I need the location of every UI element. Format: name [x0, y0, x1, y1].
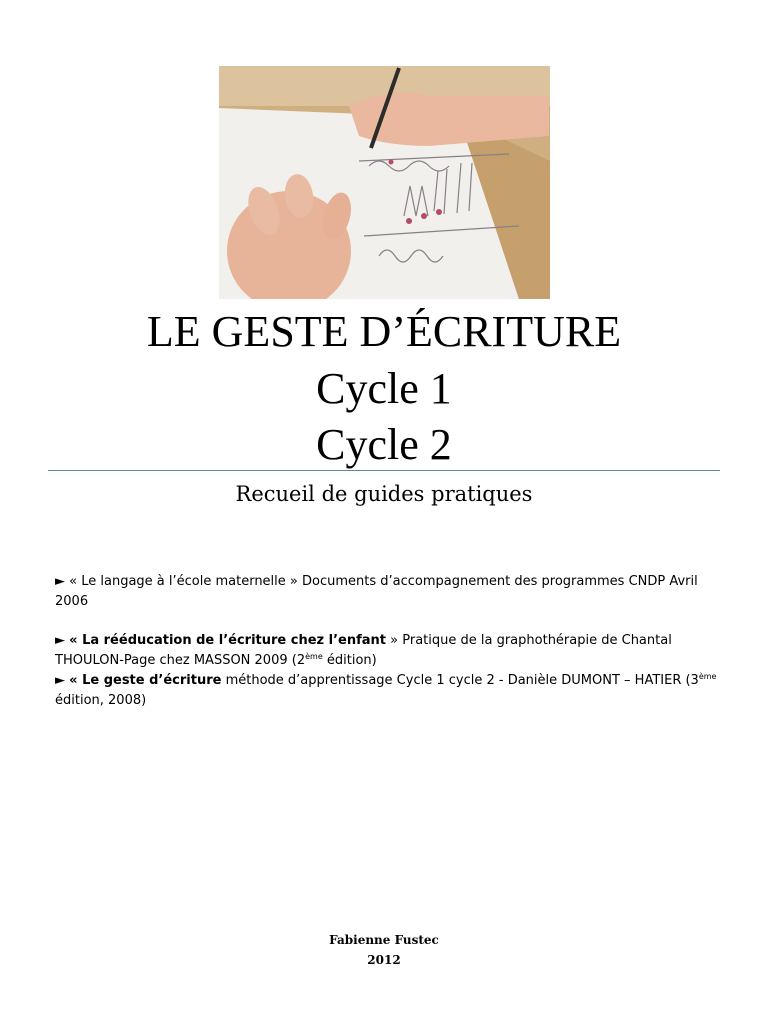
title-divider — [48, 470, 720, 471]
reference-title: « Le langage à l’école maternelle » — [69, 574, 298, 589]
subtitle: Recueil de guides pratiques — [235, 482, 533, 506]
bullet-icon: ► — [55, 574, 65, 589]
bullet-icon: ► — [55, 633, 65, 648]
bullet-icon: ► — [55, 673, 65, 688]
reference-title: « Le geste d’écriture — [69, 673, 222, 688]
reference-title: « La rééducation de l’écriture chez l’enfant — [69, 633, 387, 648]
edition-superscript: ème — [698, 672, 717, 681]
title-line-2: Cycle 1 — [316, 364, 452, 413]
reference-item-3 — [55, 671, 720, 711]
reference-details: Documents d’accompagnement des programmes CNDP Avril 2006 — [55, 574, 698, 609]
cover-photo-child-writing — [219, 66, 550, 299]
reference-item-2 — [55, 631, 720, 671]
reference-details: » Pratique de la graphothérapie de Chantal THOULON-Page chez MASSON 2009 (2 — [55, 633, 672, 668]
title-line-1: LE GESTE D’ÉCRITURE — [146, 307, 622, 356]
cover-photo-illustration — [219, 66, 550, 299]
reference-details-end: édition, 2008) — [55, 693, 147, 708]
author-name: Fabienne Fustec — [329, 933, 439, 947]
reference-details: méthode d’apprentissage Cycle 1 cycle 2 - Danièle DUMONT – HATIER (3 — [225, 673, 699, 688]
reference-details-end: édition) — [322, 653, 377, 668]
footer — [0, 930, 768, 970]
title-line-3: Cycle 2 — [316, 420, 452, 469]
edition-superscript: ème — [305, 652, 323, 661]
reference-item-1 — [55, 572, 720, 612]
publication-year: 2012 — [367, 953, 401, 967]
